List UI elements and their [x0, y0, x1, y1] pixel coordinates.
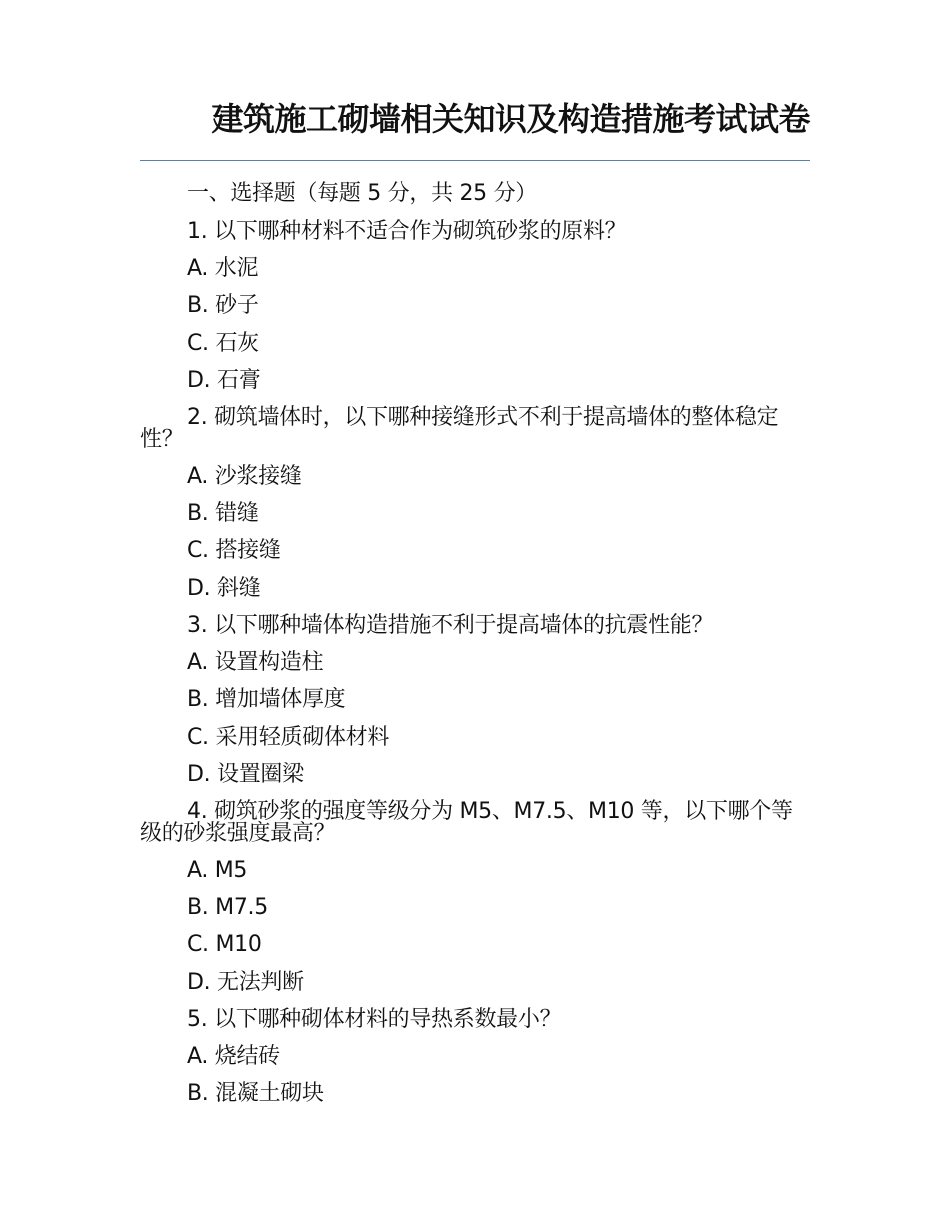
question-5-option-a: A. 烧结砖 [187, 1044, 280, 1069]
question-3-stem: 3. 以下哪种墙体构造措施不利于提高墙体的抗震性能？ [187, 613, 714, 638]
page-title: 建筑施工砌墙相关知识及构造措施考试试卷 [211, 100, 810, 138]
question-4-option-d: D. 无法判断 [187, 970, 304, 995]
question-1-option-a: A. 水泥 [187, 256, 259, 281]
title-divider [140, 160, 810, 161]
question-3-option-c: C. 采用轻质砌体材料 [187, 725, 390, 750]
question-3-option-b: B. 增加墙体厚度 [187, 687, 346, 712]
question-5-option-b: B. 混凝土砌块 [187, 1081, 324, 1106]
question-4-option-c: C. M10 [187, 932, 262, 957]
question-5-stem: 5. 以下哪种砌体材料的导热系数最小？ [187, 1007, 562, 1032]
question-3-option-d: D. 设置圈梁 [187, 762, 304, 787]
question-2-option-a: A. 沙浆接缝 [187, 464, 302, 489]
question-1-option-c: C. 石灰 [187, 331, 259, 356]
question-2-option-b: B. 错缝 [187, 501, 259, 526]
question-2-option-c: C. 搭接缝 [187, 538, 281, 563]
question-4-option-a: A. M5 [187, 858, 248, 883]
section-heading: 一、选择题（每题 5 分，共 25 分） [187, 181, 537, 206]
question-3-option-a: A. 设置构造柱 [187, 650, 324, 675]
question-4-option-b: B. M7.5 [187, 895, 268, 920]
question-2-option-d: D. 斜缝 [187, 576, 261, 601]
question-2-stem: 2. 砌筑墙体时，以下哪种接缝形式不利于提高墙体的整体稳定性？ [140, 405, 779, 452]
question-1-option-d: D. 石膏 [187, 368, 261, 393]
question-1-stem: 1. 以下哪种材料不适合作为砌筑砂浆的原料？ [187, 219, 627, 244]
question-4-stem: 4. 砌筑砂浆的强度等级分为 M5、M7.5、M10 等，以下哪个等级的砂浆强度最高？ [140, 799, 793, 846]
question-1-option-b: B. 砂子 [187, 293, 259, 318]
